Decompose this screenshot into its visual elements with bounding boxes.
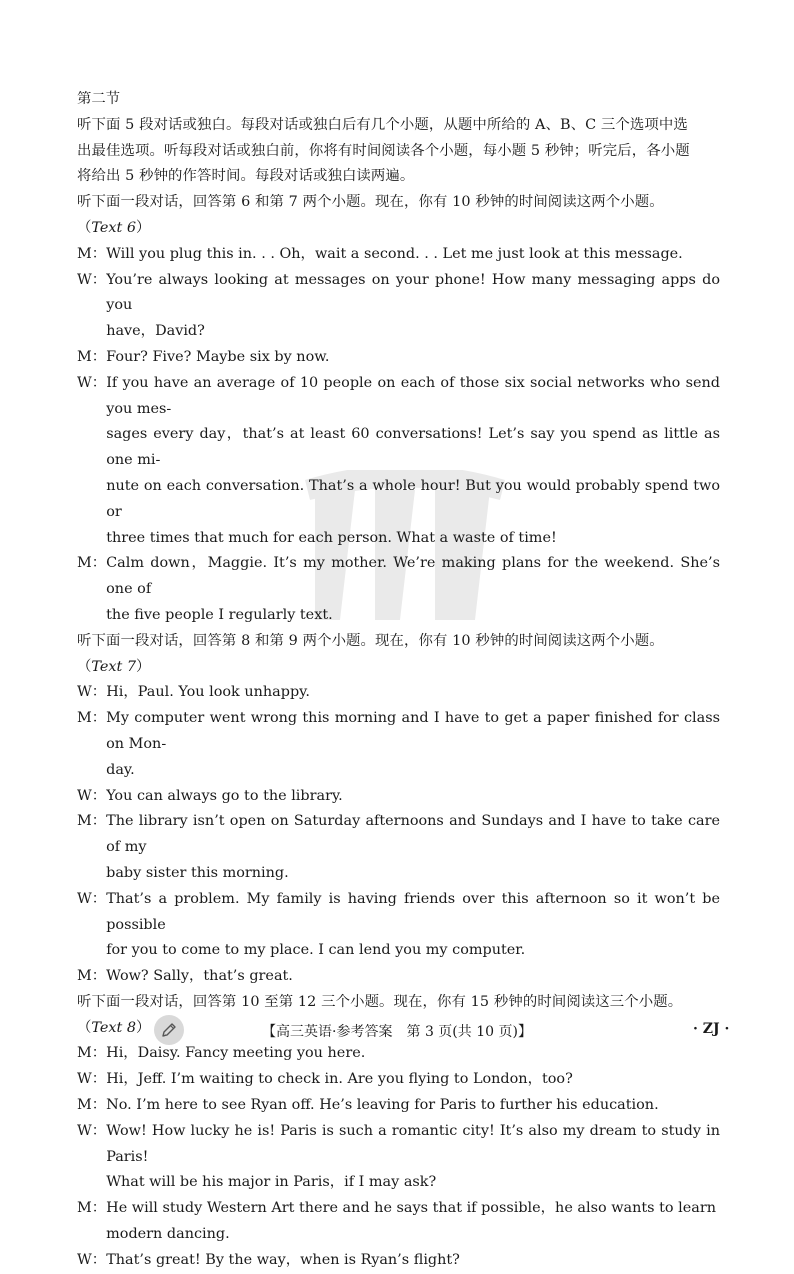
utterance-line: Wow? Sally，that’s great.: [106, 968, 293, 985]
utterance: [106, 1196, 720, 1248]
utterance: [106, 809, 720, 886]
speaker: W：: [77, 787, 107, 804]
label-name: Text 6: [91, 219, 137, 236]
speaker: W：: [77, 890, 107, 907]
dialogue-turn: [77, 964, 720, 990]
utterance-line: nute on each conversation. That’s a whole hour! But you would probably spend two or: [106, 477, 720, 520]
utterance-line: for you to come to my place. I can lend you my computer.: [106, 942, 526, 959]
label-close: ）: [136, 1019, 151, 1036]
main-content: [77, 87, 720, 1274]
label-close: ）: [136, 219, 151, 236]
instructions: [77, 113, 720, 190]
utterance-line: Hi，Daisy. Fancy meeting you here.: [106, 1045, 366, 1062]
dialogue-turn: [77, 887, 720, 964]
utterance-line: You can always go to the library.: [106, 787, 343, 804]
utterance-line: sages every day，that’s at least 60 conversations! Let’s say you spend as little as one mi-: [106, 426, 720, 469]
instruction-line: 出最佳选项。听每段对话或独白前，你将有时间阅读各个小题，每小题 5 秒钟；听完后，各小题: [77, 142, 690, 159]
label-name: Text 7: [91, 658, 137, 675]
utterance-line: Calm down，Maggie. It’s my mother. We’re making plans for the weekend. She’s one of: [106, 555, 720, 598]
utterance-line: the five people I regularly text.: [106, 606, 333, 623]
dialogue-turn: [77, 371, 720, 552]
utterance: [106, 1119, 720, 1196]
speaker: M：: [77, 555, 107, 572]
label-name: Text 8: [91, 1019, 137, 1036]
speaker: W：: [77, 374, 107, 391]
dialogue-turn: [77, 680, 720, 706]
utterance: [106, 887, 720, 964]
speaker: M：: [77, 1097, 107, 1114]
utterance-line: That’s a problem. My family is having friends over this afternoon so it won’t be possible: [106, 890, 720, 933]
utterance-line: three times that much for each person. What a waste of time!: [106, 529, 557, 546]
utterance-line: That’s great! By the way，when is Ryan’s flight?: [106, 1251, 460, 1268]
speaker: W：: [77, 684, 107, 701]
dialogue-turn: [77, 345, 720, 371]
utterance-line: You’re always looking at messages on your phone! How many messaging apps do you: [106, 271, 720, 314]
dialogue-block-text-7: [77, 629, 720, 990]
utterance: [106, 680, 720, 706]
dialogue-turn: [77, 809, 720, 886]
utterance-line: Wow! How lucky he is! Paris is such a romantic city! It’s also my dream to study in Paris!: [106, 1122, 720, 1165]
footer-page-info: 【高三英语·参考答案 第 3 页(共 10 页)】: [262, 1024, 532, 1040]
utterance-line: He will study Western Art there and he says that if possible，he also wants to learn: [106, 1200, 716, 1217]
label-open: （: [77, 219, 92, 236]
utterance: [106, 784, 720, 810]
utterance-line: Hi，Jeff. I’m waiting to check in. Are you flying to London，too?: [106, 1071, 573, 1088]
speaker: W：: [77, 1122, 107, 1139]
utterance-line: baby sister this morning.: [106, 864, 289, 881]
block-intro: 听下面一段对话，回答第 6 和第 7 两个小题。现在，你有 10 秒钟的时间阅读这两个小题。: [77, 194, 664, 211]
utterance-line: modern dancing.: [106, 1226, 230, 1243]
utterance: [106, 1067, 720, 1093]
speaker: M：: [77, 348, 107, 365]
utterance: [106, 964, 720, 990]
label-open: （: [77, 1019, 92, 1036]
utterance: [106, 345, 720, 371]
utterance-line: My computer went wrong this morning and I have to get a paper finished for class on Mon-: [106, 710, 720, 752]
speaker: M：: [77, 710, 107, 727]
utterance-line: No. I’m here to see Ryan off. He’s leaving for Paris to further his education.: [106, 1097, 659, 1114]
utterance-line: Will you plug this in. . . Oh，wait a second. . . Let me just look at this message.: [106, 245, 683, 262]
block-intro: 听下面一段对话，回答第 8 和第 9 两个小题。现在，你有 10 秒钟的时间阅读这两个小题。: [77, 632, 664, 649]
speaker: W：: [77, 1071, 107, 1088]
dialogue-turn: [77, 242, 720, 268]
dialogue-turn: [77, 706, 720, 783]
dialogue-turn: [77, 784, 720, 810]
speaker: W：: [77, 1251, 107, 1268]
dialogue-turn: [77, 1041, 720, 1067]
text-label: [77, 216, 720, 242]
utterance: [106, 1041, 720, 1067]
dialogue-turn: [77, 551, 720, 628]
instruction-line: 将给出 5 秒钟的作答时间。每段对话或独白读两遍。: [77, 168, 415, 185]
instruction-line: 听下面 5 段对话或独白。每段对话或独白后有几个小题，从题中所给的 A、B、C 三个选项中选: [77, 116, 688, 133]
utterance-line: If you have an average of 10 people on each of those six social networks who send you mes-: [106, 374, 720, 417]
utterance-line: What will be his major in Paris，if I may ask?: [106, 1174, 437, 1191]
speaker: M：: [77, 968, 107, 985]
dialogue-turn: [77, 1248, 720, 1274]
text-label: [77, 655, 720, 681]
utterance-line: The library isn’t open on Saturday afternoons and Sundays and I have to take care of my: [106, 813, 720, 856]
footer-code: · ZJ ·: [693, 1021, 730, 1037]
block-intro: 听下面一段对话，回答第 10 至第 12 三个小题。现在，你有 15 秒钟的时间阅读这三个小题。: [77, 993, 683, 1010]
speaker: M：: [77, 245, 107, 262]
speaker: M：: [77, 813, 107, 830]
speaker: M：: [77, 1200, 107, 1217]
utterance: [106, 551, 720, 628]
label-close: ）: [136, 658, 151, 675]
utterance-line: Four? Five? Maybe six by now.: [106, 348, 330, 365]
utterance-line: Hi，Paul. You look unhappy.: [106, 684, 310, 701]
utterance: [106, 1248, 720, 1274]
utterance: [106, 242, 720, 268]
dialogue-turn: [77, 1067, 720, 1093]
dialogue-turn: [77, 1119, 720, 1196]
speaker: M：: [77, 1045, 107, 1062]
utterance: [106, 706, 720, 783]
utterance: [106, 1093, 720, 1119]
dialogue-block-text-6: [77, 190, 720, 629]
dialogue-turn: [77, 1196, 720, 1248]
dialogue-turn: [77, 1093, 720, 1119]
utterance-line: day.: [106, 761, 135, 778]
section-title: 第二节: [77, 91, 121, 107]
utterance: [106, 371, 720, 552]
utterance: [106, 268, 720, 345]
dialogue-turn: [77, 268, 720, 345]
speaker: W：: [77, 271, 107, 288]
utterance-line: have，David?: [106, 323, 205, 340]
label-open: （: [77, 658, 92, 675]
